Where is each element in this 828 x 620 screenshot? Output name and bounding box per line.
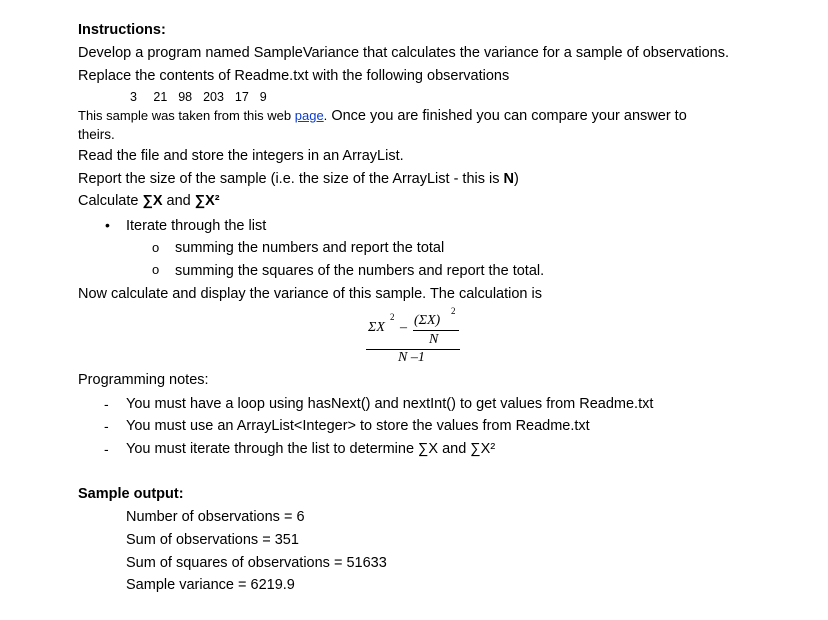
output-line: Sum of observations = 351 bbox=[126, 532, 299, 548]
observations-list: 3 21 98 203 17 9 bbox=[130, 90, 267, 104]
formula-sum-x-squared: (ΣX) bbox=[414, 313, 441, 328]
paragraph-develop: Develop a program named SampleVariance that calculates the variance for a sample of observations. bbox=[78, 45, 729, 61]
sub-item: summing the squares of the numbers and report the total. bbox=[175, 263, 545, 279]
source-text-before: This sample was taken from this web bbox=[78, 108, 295, 123]
paragraph-read-file: Read the file and store the integers in an ArrayList. bbox=[78, 148, 404, 164]
report-size-text: Report the size of the sample (i.e. the size of the ArrayList - this is bbox=[78, 171, 504, 187]
paragraph-report-size bbox=[78, 171, 519, 187]
note-marker: - bbox=[104, 418, 109, 434]
output-line: Sum of squares of observations = 51633 bbox=[126, 555, 387, 571]
note-item: You must iterate through the list to determine ∑X and ∑X² bbox=[126, 441, 496, 457]
formula-sum-x2: ΣX bbox=[368, 320, 385, 335]
paragraph-source-line2: theirs. bbox=[78, 127, 115, 142]
sub-marker: o bbox=[152, 240, 160, 255]
paragraph-replace: Replace the contents of Readme.txt with the following observations bbox=[78, 68, 510, 84]
output-line: Number of observations = 6 bbox=[126, 509, 305, 525]
note-marker: - bbox=[104, 441, 109, 457]
source-period: . bbox=[323, 108, 328, 123]
paragraph-source bbox=[78, 108, 687, 124]
page-link[interactable]: page bbox=[294, 108, 324, 123]
formula-denominator: N –1 bbox=[398, 350, 425, 365]
sample-output-heading: Sample output: bbox=[78, 486, 184, 502]
formula-inner-fraction-bar bbox=[413, 330, 459, 331]
calculate-text: Calculate bbox=[78, 193, 143, 209]
note-marker: - bbox=[104, 396, 109, 412]
paragraph-calculate bbox=[78, 193, 220, 209]
calculate-and: and bbox=[162, 193, 195, 209]
formula-minus: – bbox=[400, 320, 407, 335]
sum-x-symbol: ∑X bbox=[142, 193, 163, 209]
note-item: You must use an ArrayList<Integer> to store the values from Readme.txt bbox=[126, 418, 590, 434]
bullet-item: Iterate through the list bbox=[126, 218, 267, 234]
bullet-marker: • bbox=[105, 217, 110, 233]
sub-marker: o bbox=[152, 262, 160, 277]
paragraph-variance: Now calculate and display the variance of this sample. The calculation is bbox=[78, 286, 542, 302]
report-size-close: ) bbox=[514, 171, 519, 187]
output-line: Sample variance = 6219.9 bbox=[126, 577, 295, 593]
variance-formula bbox=[366, 306, 462, 370]
note-item: You must have a loop using hasNext() and nextInt() to get values from Readme.txt bbox=[126, 396, 654, 412]
source-text-after: Once you are finished you can compare your answer to bbox=[327, 108, 687, 124]
sum-x2-symbol: ∑X² bbox=[194, 193, 220, 209]
formula-inner-n: N bbox=[429, 332, 439, 347]
n-symbol: N bbox=[503, 171, 515, 187]
formula-sup-2: 2 bbox=[390, 312, 395, 322]
notes-heading: Programming notes: bbox=[78, 372, 209, 388]
sub-item: summing the numbers and report the total bbox=[175, 240, 445, 256]
formula-sup-2b: 2 bbox=[451, 306, 456, 316]
instructions-heading: Instructions: bbox=[78, 22, 166, 38]
